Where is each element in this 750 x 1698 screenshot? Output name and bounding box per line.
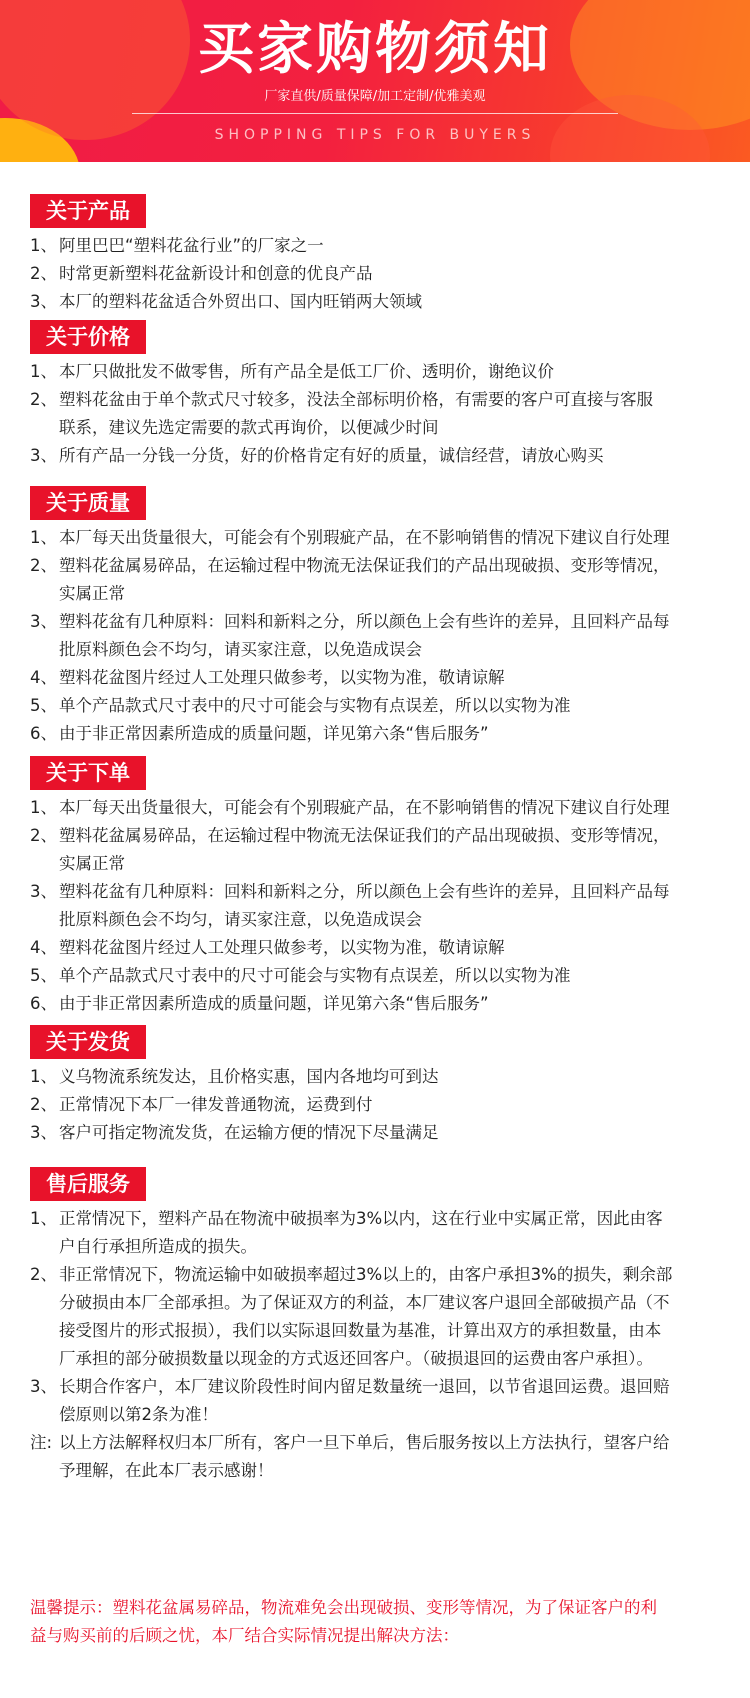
- item-text-line: 塑料花盆属易碎品，在运输过程中物流无法保证我们的产品出现破损、变形等情况，: [59, 556, 670, 575]
- item-number: 4、: [30, 668, 57, 687]
- item-text-line: 客户可指定物流发货，在运输方便的情况下尽量满足: [59, 1123, 439, 1142]
- item-text-line: 塑料花盆图片经过人工处理只做参考，以实物为准，敬请谅解: [59, 668, 505, 687]
- list-item: [30, 878, 730, 934]
- item-number: 4、: [30, 938, 57, 957]
- section-list: [30, 232, 730, 316]
- header-banner: [0, 0, 750, 162]
- item-number: 1、: [30, 528, 57, 547]
- section-title: 关于价格: [30, 320, 146, 354]
- list-item: [30, 664, 730, 692]
- section-list: [30, 524, 730, 748]
- item-text-line: 偿原则以第2条为准！: [59, 1405, 218, 1424]
- warm-tip-line: 益与购买前的后顾之忧，本厂结合实际情况提出解决方法：: [30, 1626, 459, 1645]
- list-item: [30, 232, 730, 260]
- item-text-line: 非正常情况下，物流运输中如破损率超过3%以上的，由客户承担3%的损失，剩余部: [59, 1265, 673, 1284]
- item-number: 2、: [30, 1265, 57, 1284]
- item-text-line: 所有产品一分钱一分货，好的价格肯定有好的质量，诚信经营，请放心购买: [59, 446, 604, 465]
- item-text-line: 长期合作客户，本厂建议阶段性时间内留足数量统一退回，以节省退回运费。退回赔: [59, 1377, 670, 1396]
- section-shipping: [30, 1025, 730, 1147]
- item-number: 3、: [30, 292, 57, 311]
- list-item: [30, 442, 730, 470]
- item-text-line: 时常更新塑料花盆新设计和创意的优良产品: [59, 264, 373, 283]
- item-number: 3、: [30, 1123, 57, 1142]
- list-item: [30, 288, 730, 316]
- list-item: [30, 822, 730, 878]
- section-title: 关于发货: [30, 1025, 146, 1059]
- item-text-line: 义乌物流系统发达，且价格实惠，国内各地均可到达: [59, 1067, 439, 1086]
- item-text-line: 实属正常: [59, 584, 125, 603]
- item-number: 2、: [30, 1095, 57, 1114]
- section-price: [30, 320, 730, 470]
- section-quality: [30, 486, 730, 748]
- list-item: [30, 1119, 730, 1147]
- item-number: 3、: [30, 1377, 57, 1396]
- list-item: [30, 358, 730, 386]
- item-number: 注:: [30, 1433, 53, 1452]
- item-number: 2、: [30, 264, 57, 283]
- warm-tip-line: 温馨提示：塑料花盆属易碎品，物流难免会出现破损、变形等情况，为了保证客户的利: [30, 1598, 657, 1617]
- item-text-line: 厂承担的部分破损数量以现金的方式返还回客户。（破损退回的运费由客户承担）。: [59, 1349, 653, 1368]
- section-after-sales: [30, 1167, 730, 1485]
- item-text-line: 正常情况下，塑料产品在物流中破损率为3%以内，这在行业中实属正常，因此由客: [59, 1209, 663, 1228]
- item-text-line: 本厂每天出货量很大，可能会有个别瑕疵产品，在不影响销售的情况下建议自行处理: [59, 528, 670, 547]
- item-text-line: 实属正常: [59, 854, 125, 873]
- list-item: [30, 962, 730, 990]
- item-number: 3、: [30, 882, 57, 901]
- section-list: [30, 1063, 730, 1147]
- item-text-line: 阿里巴巴“塑料花盆行业”的厂家之一: [59, 236, 324, 255]
- list-item: [30, 1205, 730, 1261]
- item-text-line: 单个产品款式尺寸表中的尺寸可能会与实物有点误差，所以以实物为准: [59, 696, 571, 715]
- section-title: 关于产品: [30, 194, 146, 228]
- item-text-line: 批原料颜色会不均匀，请买家注意，以免造成误会: [59, 640, 422, 659]
- page-subtitle: 厂家直供/质量保障/加工定制/优雅美观: [264, 89, 486, 104]
- section-order: [30, 756, 730, 1018]
- list-item: [30, 386, 730, 442]
- item-text-line: 接受图片的形式报损），我们以实际退回数量为基准，计算出双方的承担数量，由本: [59, 1321, 662, 1340]
- list-item: [30, 524, 730, 552]
- item-text-line: 正常情况下本厂一律发普通物流，运费到付: [59, 1095, 373, 1114]
- item-text-line: 批原料颜色会不均匀，请买家注意，以免造成误会: [59, 910, 422, 929]
- list-item: [30, 552, 730, 608]
- item-number: 1、: [30, 236, 57, 255]
- item-text-line: 以上方法解释权归本厂所有，客户一旦下单后，售后服务按以上方法执行，望客户给: [59, 1433, 670, 1452]
- list-item: [30, 608, 730, 664]
- item-number: 3、: [30, 446, 57, 465]
- item-number: 2、: [30, 826, 57, 845]
- section-list: [30, 794, 730, 1018]
- section-product: [30, 194, 730, 316]
- item-number: 6、: [30, 994, 57, 1013]
- item-text-line: 塑料花盆由于单个款式尺寸较多，没法全部标明价格，有需要的客户可直接与客服: [59, 390, 653, 409]
- item-text-line: 予理解，在此本厂表示感谢！: [59, 1461, 274, 1480]
- item-text-line: 本厂只做批发不做零售，所有产品全是低工厂价、透明价，谢绝议价: [59, 362, 554, 381]
- item-text-line: 户自行承担所造成的损失。: [59, 1237, 257, 1256]
- list-item: [30, 1373, 730, 1429]
- section-title: 关于下单: [30, 756, 146, 790]
- item-text-line: 由于非正常因素所造成的质量问题，详见第六条“售后服务”: [59, 994, 489, 1013]
- item-number: 6、: [30, 724, 57, 743]
- list-item: [30, 692, 730, 720]
- list-item: [30, 1429, 730, 1485]
- section-list: [30, 1205, 730, 1485]
- list-item: [30, 720, 730, 748]
- item-number: 3、: [30, 612, 57, 631]
- item-text-line: 塑料花盆属易碎品，在运输过程中物流无法保证我们的产品出现破损、变形等情况，: [59, 826, 670, 845]
- section-title: 关于质量: [30, 486, 146, 520]
- item-number: 1、: [30, 1067, 57, 1086]
- item-text-line: 塑料花盆有几种原料：回料和新料之分，所以颜色上会有些许的差异，且回料产品每: [59, 882, 670, 901]
- item-text-line: 本厂每天出货量很大，可能会有个别瑕疵产品，在不影响销售的情况下建议自行处理: [59, 798, 670, 817]
- item-text-line: 塑料花盆有几种原料：回料和新料之分，所以颜色上会有些许的差异，且回料产品每: [59, 612, 670, 631]
- item-number: 1、: [30, 1209, 57, 1228]
- list-item: [30, 1261, 730, 1373]
- item-number: 1、: [30, 798, 57, 817]
- item-text-line: 本厂的塑料花盆适合外贸出口、国内旺销两大领域: [59, 292, 422, 311]
- page-subtitle-en: SHOPPING TIPS FOR BUYERS: [214, 127, 536, 143]
- list-item: [30, 794, 730, 822]
- item-text-line: 联系，建议先选定需要的款式再询价，以便减少时间: [59, 418, 439, 437]
- list-item: [30, 934, 730, 962]
- item-number: 5、: [30, 966, 57, 985]
- section-list: [30, 358, 730, 470]
- list-item: [30, 1063, 730, 1091]
- item-text-line: 塑料花盆图片经过人工处理只做参考，以实物为准，敬请谅解: [59, 938, 505, 957]
- list-item: [30, 990, 730, 1018]
- page-title: 买家购物须知: [198, 17, 552, 82]
- section-title: 售后服务: [30, 1167, 146, 1201]
- item-text-line: 由于非正常因素所造成的质量问题，详见第六条“售后服务”: [59, 724, 489, 743]
- header-divider: [132, 113, 618, 114]
- item-number: 5、: [30, 696, 57, 715]
- item-text-line: 单个产品款式尺寸表中的尺寸可能会与实物有点误差，所以以实物为准: [59, 966, 571, 985]
- warm-tip: [30, 1594, 730, 1650]
- list-item: [30, 1091, 730, 1119]
- item-number: 2、: [30, 390, 57, 409]
- item-number: 2、: [30, 556, 57, 575]
- list-item: [30, 260, 730, 288]
- item-text-line: 分破损由本厂全部承担。为了保证双方的利益，本厂建议客户退回全部破损产品（不: [59, 1293, 670, 1312]
- item-number: 1、: [30, 362, 57, 381]
